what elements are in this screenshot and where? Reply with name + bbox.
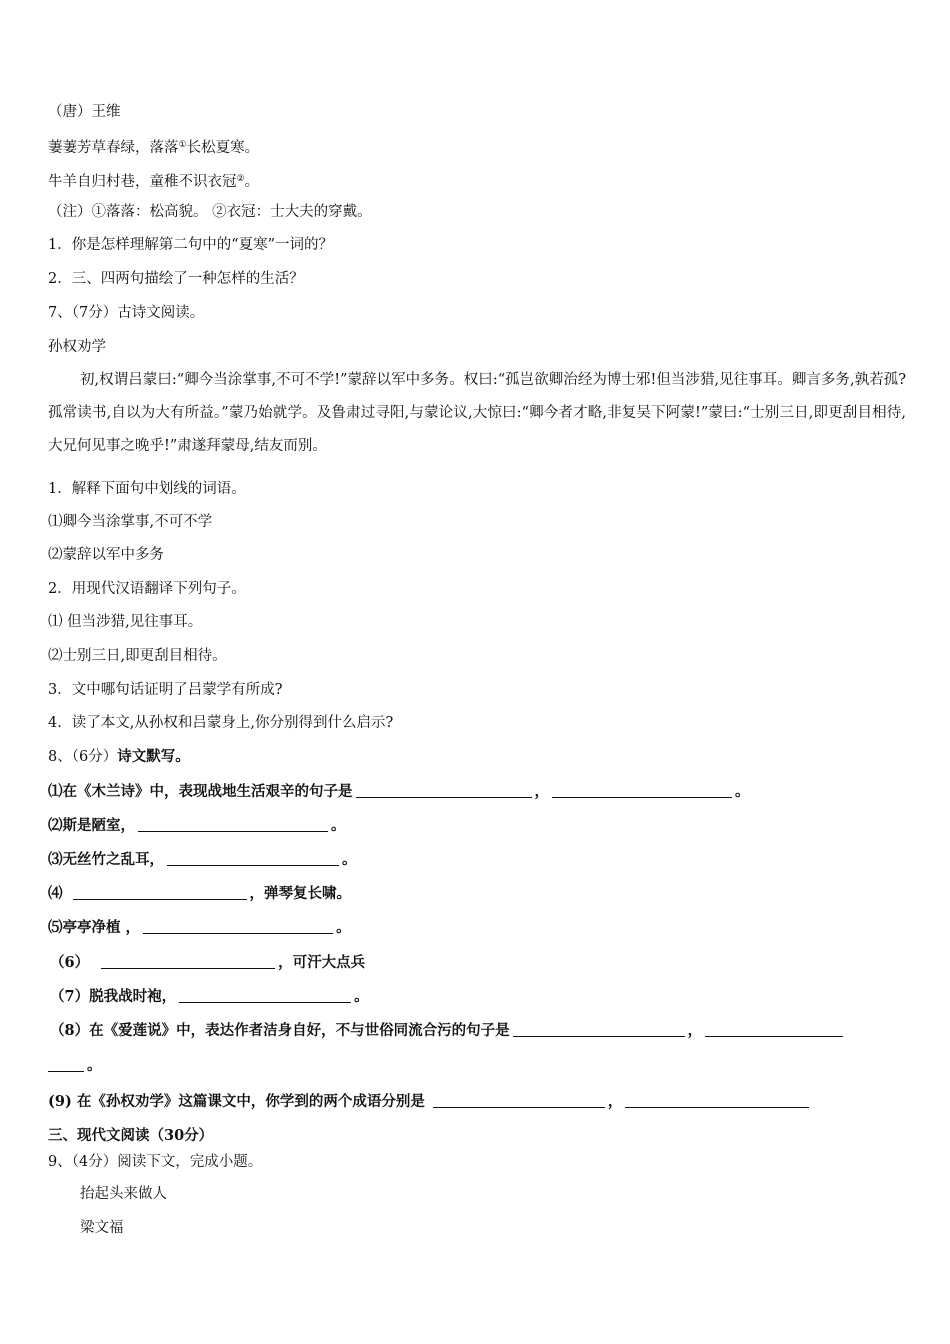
q8-item-1-end: 。 (735, 783, 750, 800)
poem-question-2: 2．三、四两句描绘了一种怎样的生活？ (48, 271, 304, 287)
q8-number: 8、（6分） (48, 749, 118, 765)
q7-subquestion-2a: ⑴ 但当涉猎,见往事耳。 (48, 614, 203, 630)
question-7-heading: 7、（7分）古诗文阅读。 (48, 305, 205, 321)
poem-line-2-text-a: 牛羊自归村巷，童稚不识衣冠 (48, 174, 237, 190)
q8-item-3-end: 。 (342, 851, 357, 868)
answer-blank[interactable] (433, 1093, 605, 1108)
q7-subquestion-2: 2．用现代汉语翻译下列句子。 (48, 581, 246, 597)
classical-passage: 初,权谓吕蒙曰:“卿今当涂掌事,不可不学!”蒙辞以军中多务。权曰:“孤岂欲卿治经为博士邪!但当涉猎,见往事耳。卿言多务,孰若孤?孤常读书,自以为大有所益。”蒙乃始就学。及鲁肃过寻阳,与蒙论议,大惊曰:“卿今者才略,非复吴下阿蒙!”蒙曰:“士别三日,即更刮目相待,大兄何见事之晚乎!”肃遂拜蒙母,结友而别。 (48, 372, 906, 454)
q8-item-1-prompt: ⑴在《木兰诗》中，表现战地生活艰辛的句子是 (48, 783, 353, 800)
q8-item-6-prompt: （6） (50, 954, 90, 971)
footnote-mark-2: ② (236, 174, 245, 184)
footnote-mark-1: ① (178, 140, 187, 150)
answer-blank[interactable] (167, 851, 339, 866)
question-8-heading (48, 747, 190, 767)
q8-item-7-end: 。 (354, 988, 369, 1005)
answer-blank[interactable] (552, 783, 732, 798)
q8-item-8-prompt: （8）在《爱莲说》中，表达作者洁身自好，不与世俗同流合污的句子是 (50, 1022, 510, 1039)
q8-item-4-prompt: ⑷ (48, 885, 63, 902)
q8-item-8 (50, 1021, 846, 1041)
q8-item-5-prompt: ⑸亭亭净植 ， (48, 919, 141, 936)
q8-item-7 (50, 987, 369, 1007)
q8-item-3 (48, 850, 357, 870)
q8-item-2 (48, 816, 346, 836)
q7-subquestion-1: 1．解释下面句中划线的词语。 (48, 481, 246, 497)
q8-title: 诗文默写。 (117, 748, 190, 765)
poem-line-1-text-a: 萋萋芳草春绿，落落 (48, 140, 179, 156)
poem-line-1-text-b: 长松夏寒。 (186, 140, 260, 156)
answer-blank[interactable] (625, 1093, 809, 1108)
passage-title: 孙权劝学 (48, 339, 106, 355)
q8-item-8-sep: ， (687, 1022, 703, 1039)
q8-item-6 (50, 953, 365, 973)
answer-blank[interactable] (513, 1022, 685, 1037)
q8-item-9-prompt: (9) 在《孙权劝学》这篇课文中，你学到的两个成语分别是 (48, 1093, 425, 1110)
answer-blank[interactable] (356, 783, 532, 798)
q7-subquestion-4: 4．读了本文,从孙权和吕蒙身上,你分别得到什么启示? (48, 715, 394, 731)
poem-line-2-text-b: 。 (244, 174, 260, 190)
q8-item-5 (48, 918, 351, 938)
answer-blank[interactable] (138, 817, 328, 832)
q7-subquestion-1a: ⑴卿今当涂掌事,不可不学 (48, 514, 213, 530)
q8-item-1 (48, 782, 750, 802)
q8-item-4 (48, 884, 351, 904)
q7-subquestion-3: 3．文中哪句话证明了吕蒙学有所成? (48, 682, 283, 698)
q8-item-8-end: 。 (87, 1057, 102, 1074)
answer-blank[interactable] (705, 1022, 843, 1037)
poem-question-1: 1．你是怎样理解第二句中的“夏寒”一词的？ (48, 237, 334, 253)
question-9-heading: 9、（4分）阅读下文，完成小题。 (48, 1154, 263, 1170)
poem-author: （唐）王维 (48, 104, 121, 120)
q7-subquestion-1b: ⑵蒙辞以军中多务 (48, 547, 164, 563)
answer-blank[interactable] (48, 1057, 84, 1072)
q8-item-7-prompt: （7）脱我战时袍， (50, 988, 177, 1005)
article-author: 梁文福 (80, 1220, 124, 1236)
q8-item-8-continued (48, 1056, 102, 1076)
answer-blank[interactable] (101, 954, 275, 969)
section-3-heading: 三、现代文阅读（30分） (48, 1127, 214, 1144)
poem-line-2 (48, 169, 259, 192)
q8-item-6-end: ，可汗大点兵 (278, 954, 366, 971)
q8-item-2-prompt: ⑵斯是陋室， (48, 817, 135, 834)
poem-line-1 (48, 135, 259, 158)
q8-item-9 (48, 1092, 812, 1112)
q8-item-5-end: 。 (336, 919, 351, 936)
poem-notes: （注）①落落：松高貌。 ②衣冠：士大夫的穿戴。 (48, 204, 372, 220)
q8-item-2-end: 。 (331, 817, 346, 834)
answer-blank[interactable] (73, 885, 247, 900)
answer-blank[interactable] (143, 919, 333, 934)
q8-item-4-end: ，弹琴复长啸。 (249, 885, 351, 902)
q8-item-3-prompt: ⑶无丝竹之乱耳， (48, 851, 164, 868)
q7-subquestion-2b: ⑵士别三日,即更刮目相待。 (48, 648, 227, 664)
q8-item-9-sep: ， (607, 1093, 623, 1110)
article-title: 抬起头来做人 (80, 1186, 167, 1202)
answer-blank[interactable] (179, 988, 351, 1003)
q8-item-1-sep: ， (534, 783, 549, 800)
